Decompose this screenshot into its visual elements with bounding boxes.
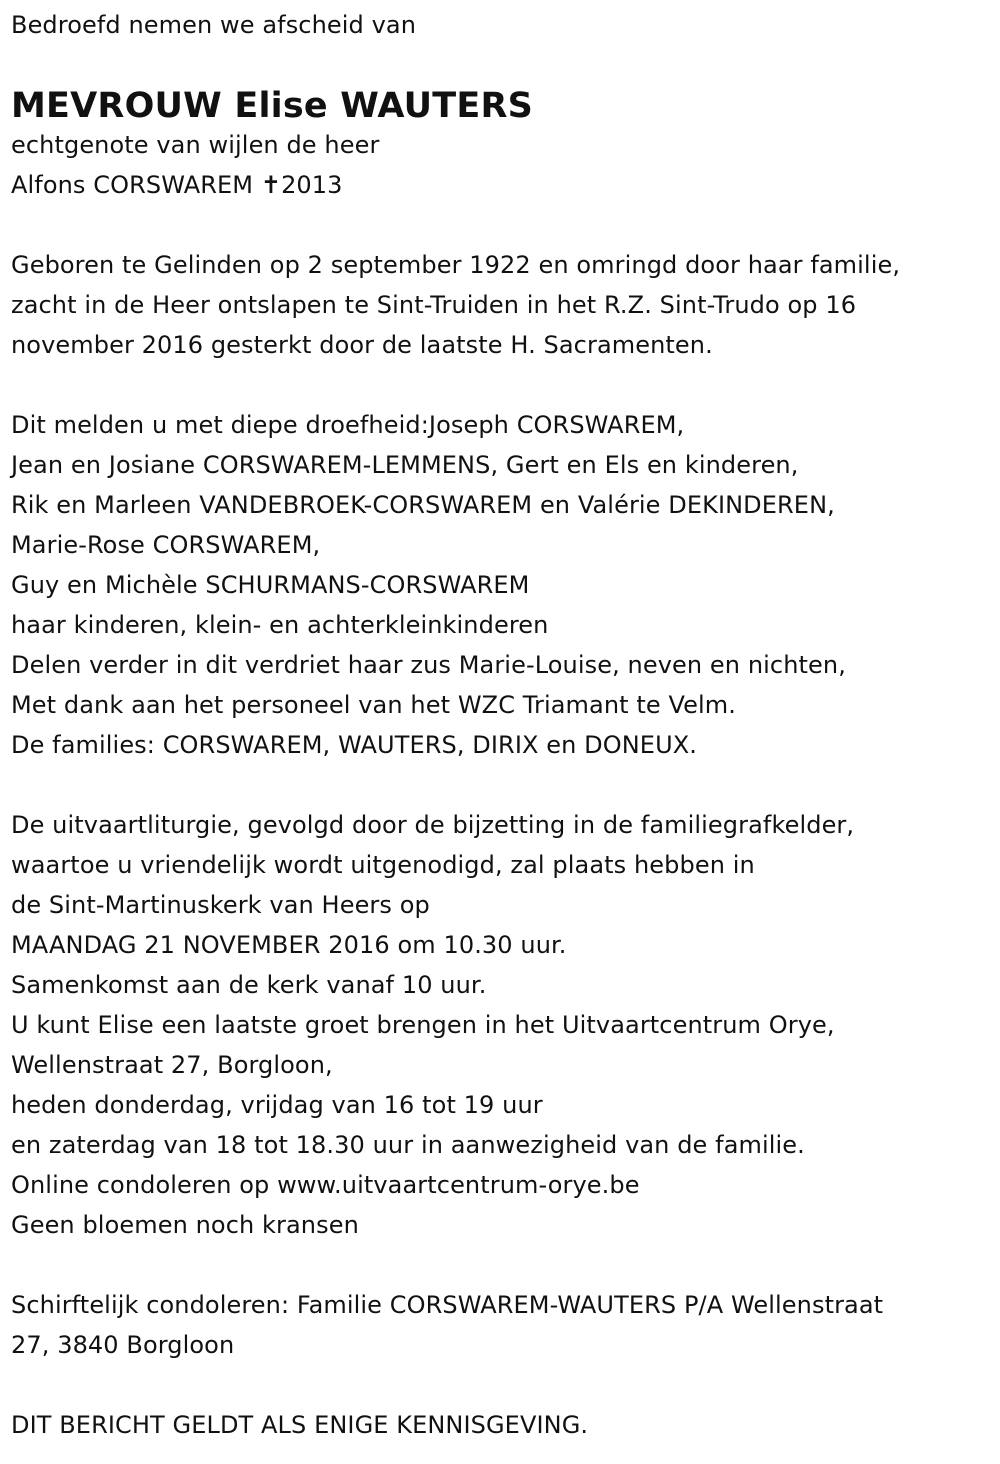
funeral-line: U kunt Elise een laatste groet brengen in het Uitvaartcentrum Orye,: [11, 1011, 835, 1039]
funeral-line: waartoe u vriendelijk wordt uitgenodigd, zal plaats hebben in: [11, 851, 755, 879]
cross-icon: ✝: [260, 171, 282, 199]
family-line: Delen verder in dit verdriet haar zus Marie-Louise, neven en nichten,: [11, 651, 846, 679]
birth-death-line: zacht in de Heer ontslapen te Sint-Truiden in het R.Z. Sint-Trudo op 16: [11, 291, 857, 319]
family-line: De families: CORSWAREM, WAUTERS, DIRIX en DONEUX.: [11, 731, 698, 759]
closing-text: DIT BERICHT GELDT ALS ENIGE KENNISGEVING.: [11, 1411, 589, 1439]
funeral-line: MAANDAG 21 NOVEMBER 2016 om 10.30 uur.: [11, 931, 567, 959]
family-line: Met dank aan het personeel van het WZC Triamant te Velm.: [11, 691, 736, 719]
spacer: [11, 205, 991, 245]
family-line: Rik en Marleen VANDEBROEK-CORSWAREM en Valérie DEKINDEREN,: [11, 491, 835, 519]
funeral-line: Wellenstraat 27, Borgloon,: [11, 1051, 333, 1079]
funeral-line: heden donderdag, vrijdag van 16 tot 19 uur: [11, 1091, 543, 1119]
funeral-line: De uitvaartliturgie, gevolgd door de bijzetting in de familiegrafkelder,: [11, 811, 855, 839]
family-line: Jean en Josiane CORSWAREM-LEMMENS, Gert en Els en kinderen,: [11, 451, 799, 479]
deceased-name: MEVROUW Elise WAUTERS: [11, 86, 534, 126]
condolence-line: Schirftelijk condoleren: Familie CORSWAREM-WAUTERS P/A Wellenstraat: [11, 1291, 884, 1319]
spacer: [11, 1245, 991, 1285]
funeral-line: en zaterdag van 18 tot 18.30 uur in aanwezigheid van de familie.: [11, 1131, 805, 1159]
spouse-line: echtgenote van wijlen de heer: [11, 131, 380, 159]
birth-death-line: Geboren te Gelinden op 2 september 1922 en omringd door haar familie,: [11, 251, 901, 279]
spouse-death-year: 2013: [281, 171, 343, 199]
spouse-name: Alfons CORSWAREM: [11, 171, 261, 199]
birth-death-line: november 2016 gesterkt door de laatste H. Sacramenten.: [11, 331, 713, 359]
spouse-name-line: [11, 165, 991, 205]
spacer: [11, 45, 991, 82]
spacer: [11, 1365, 991, 1405]
funeral-line: Online condoleren op www.uitvaartcentrum-orye.be: [11, 1171, 640, 1199]
family-line: haar kinderen, klein- en achterkleinkinderen: [11, 611, 549, 639]
funeral-line: de Sint-Martinuskerk van Heers op: [11, 891, 430, 919]
obituary-notice: [11, 0, 991, 1445]
funeral-line: Geen bloemen noch kransen: [11, 1211, 359, 1239]
spacer: [11, 365, 991, 405]
intro-text: Bedroefd nemen we afscheid van: [11, 11, 417, 39]
condolence-line: 27, 3840 Borgloon: [11, 1331, 235, 1359]
family-line: Guy en Michèle SCHURMANS-CORSWAREM: [11, 571, 530, 599]
spacer: [11, 765, 991, 805]
funeral-line: Samenkomst aan de kerk vanaf 10 uur.: [11, 971, 487, 999]
family-line: Marie-Rose CORSWAREM,: [11, 531, 321, 559]
family-line: Dit melden u met diepe droefheid:Joseph CORSWAREM,: [11, 411, 685, 439]
